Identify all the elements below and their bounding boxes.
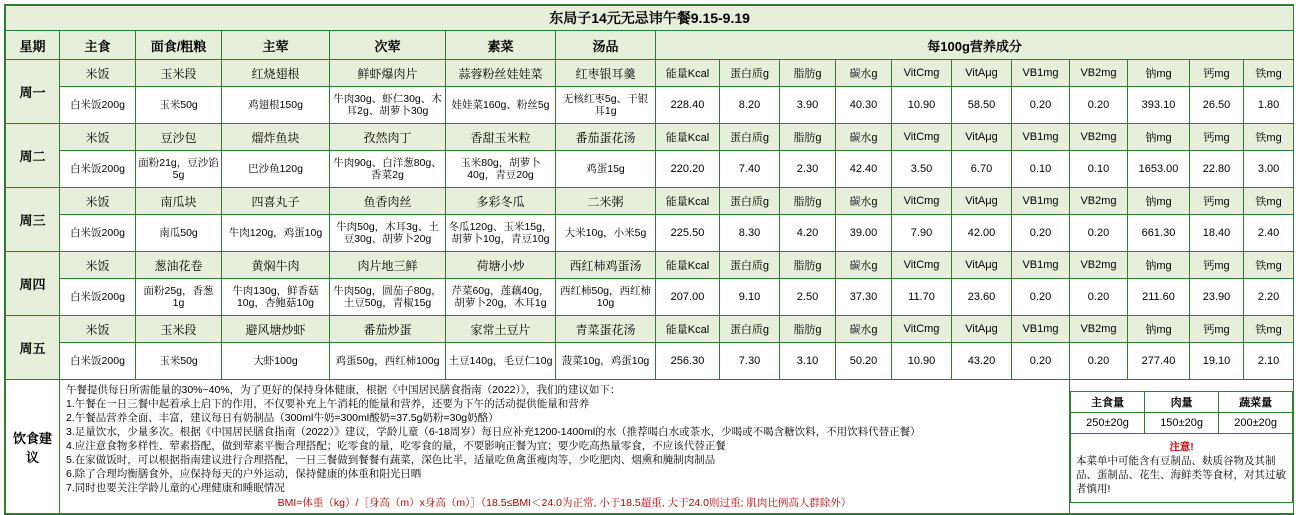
nutrition-value: 256.30	[656, 343, 720, 380]
nutrition-value: 2.40	[1244, 215, 1294, 252]
nutrition-value: 0.20	[1012, 87, 1070, 124]
nutrition-value: 40.30	[836, 87, 892, 124]
ingredients: 娃娃菜160g、粉丝5g	[446, 87, 556, 124]
nutrition-value: 393.10	[1128, 87, 1190, 124]
dish-name: 熘炸鱼块	[222, 124, 330, 151]
ingredients: 牛肉90g、白洋葱80g、香菜2g	[330, 151, 446, 188]
nutrition-value: 8.20	[720, 87, 780, 124]
nutrition-label: VitCmg	[892, 252, 952, 279]
day-name: 周三	[6, 188, 60, 252]
nutrition-value: 6.70	[952, 151, 1012, 188]
nutrition-value: 207.00	[656, 279, 720, 316]
nutrition-value: 277.40	[1128, 343, 1190, 380]
nutrition-value: 0.20	[1070, 279, 1128, 316]
header-weekday: 星期	[6, 31, 60, 60]
nutrition-value: 19.10	[1190, 343, 1244, 380]
header-main-dish: 主荤	[222, 31, 330, 60]
dish-name: 米饭	[60, 316, 136, 343]
ingredients: 西红柿50g，西红柿10g	[556, 279, 656, 316]
nutrition-label: VB2mg	[1070, 316, 1128, 343]
nutrition-label: 铁mg	[1244, 60, 1294, 87]
ingredients: 白米饭200g	[60, 87, 136, 124]
nutrition-value: 39.00	[836, 215, 892, 252]
dish-name: 米饭	[60, 124, 136, 151]
nutrition-label: VitAμg	[952, 60, 1012, 87]
nutrition-label: 钠mg	[1128, 252, 1190, 279]
menu-table	[5, 5, 1294, 514]
amount-value: 250±20g	[1071, 412, 1145, 433]
dish-name: 红烧翅根	[222, 60, 330, 87]
nutrition-label: 能量Kcal	[656, 60, 720, 87]
header-noodle: 面食/粗粮	[136, 31, 222, 60]
nutrition-label: VB2mg	[1070, 124, 1128, 151]
ingredients: 牛肉130g，鲜香菇10g，杏鲍菇10g	[222, 279, 330, 316]
nutrition-label: 钠mg	[1128, 60, 1190, 87]
table-row	[6, 252, 1294, 279]
table-row	[6, 188, 1294, 215]
nutrition-label: 脂肪g	[780, 188, 836, 215]
ingredients: 牛肉30g、虾仁30g、木耳2g、胡萝卜30g	[330, 87, 446, 124]
day-name: 周一	[6, 60, 60, 124]
nutrition-value: 2.10	[1244, 343, 1294, 380]
nutrition-value: 42.00	[952, 215, 1012, 252]
table-row	[6, 87, 1294, 124]
advice-label: 饮食建议	[6, 380, 60, 514]
nutrition-value: 0.10	[1070, 151, 1128, 188]
ingredients: 菠菜10g，鸡蛋10g	[556, 343, 656, 380]
advice-body	[60, 380, 1070, 514]
ingredients: 南瓜50g	[136, 215, 222, 252]
table-row	[6, 279, 1294, 316]
nutrition-value: 37.30	[836, 279, 892, 316]
ingredients: 玉米50g	[136, 87, 222, 124]
dish-name: 四喜丸子	[222, 188, 330, 215]
ingredients: 土豆140g，毛豆仁10g	[446, 343, 556, 380]
dish-name: 玉米段	[136, 60, 222, 87]
dish-name: 葱油花卷	[136, 252, 222, 279]
amount-value: 150±20g	[1145, 412, 1219, 433]
nutrition-value: 2.30	[780, 151, 836, 188]
amount-header: 蔬菜量	[1219, 391, 1293, 412]
nutrition-label: VB1mg	[1012, 188, 1070, 215]
nutrition-label: 脂肪g	[780, 316, 836, 343]
header-veg: 素菜	[446, 31, 556, 60]
header-row	[6, 31, 1294, 60]
nutrition-label: 脂肪g	[780, 60, 836, 87]
dish-name: 番茄蛋花汤	[556, 124, 656, 151]
dish-name: 香甜玉米粒	[446, 124, 556, 151]
dish-name: 玉米段	[136, 316, 222, 343]
nutrition-value: 23.90	[1190, 279, 1244, 316]
ingredients: 白米饭200g	[60, 215, 136, 252]
ingredients: 牛肉120g，鸡蛋10g	[222, 215, 330, 252]
dish-name: 鱼香肉丝	[330, 188, 446, 215]
nutrition-value: 2.20	[1244, 279, 1294, 316]
nutrition-value: 661.30	[1128, 215, 1190, 252]
nutrition-value: 11.70	[892, 279, 952, 316]
ingredients: 大米10g，小米5g	[556, 215, 656, 252]
nutrition-value: 10.90	[892, 87, 952, 124]
table-row	[6, 151, 1294, 188]
dish-name: 红枣银耳羹	[556, 60, 656, 87]
header-nutrition-group: 每100g营养成分	[656, 31, 1294, 60]
title-row	[6, 6, 1294, 31]
nutrition-value: 3.50	[892, 151, 952, 188]
ingredients: 白米饭200g	[60, 279, 136, 316]
menu-sheet	[4, 4, 1294, 515]
nutrition-label: 能量Kcal	[656, 124, 720, 151]
nutrition-value: 228.40	[656, 87, 720, 124]
nutrition-label: VB2mg	[1070, 252, 1128, 279]
nutrition-value: 9.10	[720, 279, 780, 316]
amounts-value-row	[1071, 412, 1293, 433]
nutrition-value: 0.20	[1070, 87, 1128, 124]
ingredients: 芹菜60g，莲藕40g，胡萝卜20g，木耳1g	[446, 279, 556, 316]
nutrition-label: 蛋白质g	[720, 252, 780, 279]
nutrition-label: 蛋白质g	[720, 316, 780, 343]
amounts-and-notice	[1070, 380, 1294, 514]
dish-name: 番茄炒蛋	[330, 316, 446, 343]
dish-name: 米饭	[60, 252, 136, 279]
notice-cell	[1071, 433, 1293, 502]
nutrition-value: 3.10	[780, 343, 836, 380]
nutrition-label: 能量Kcal	[656, 188, 720, 215]
nutrition-value: 0.20	[1070, 343, 1128, 380]
table-row	[6, 60, 1294, 87]
advice-row	[6, 380, 1294, 514]
ingredients: 鸡翅根150g	[222, 87, 330, 124]
nutrition-label: 脂肪g	[780, 124, 836, 151]
header-soup: 汤品	[556, 31, 656, 60]
ingredients: 牛肉50g，木耳3g、土豆30g、胡萝卜20g	[330, 215, 446, 252]
nutrition-label: 钙mg	[1190, 316, 1244, 343]
advice-line: 1.午餐在一日三餐中起着承上启下的作用，不仅要补充上午消耗的能量和营养，还要为下午的活动提供能量和营养	[66, 398, 590, 410]
nutrition-value: 42.40	[836, 151, 892, 188]
nutrition-label: 碳水g	[836, 188, 892, 215]
nutrition-value: 8.30	[720, 215, 780, 252]
notice-text: 本菜单中可能含有豆制品、麸质谷物及其制品、蛋制品、花生、海鲜类等食材，对其过敏者慎用!	[1076, 454, 1286, 495]
ingredients: 牛肉50g，圆茄子80g，土豆50g，青椒15g	[330, 279, 446, 316]
nutrition-value: 0.10	[1012, 151, 1070, 188]
nutrition-value: 23.60	[952, 279, 1012, 316]
nutrition-label: VitAμg	[952, 124, 1012, 151]
nutrition-label: VB1mg	[1012, 60, 1070, 87]
ingredients: 无核红枣5g、干银耳1g	[556, 87, 656, 124]
dish-name: 二米粥	[556, 188, 656, 215]
dish-name: 避风塘炒虾	[222, 316, 330, 343]
ingredients: 玉米80g，胡萝卜40g，青豆20g	[446, 151, 556, 188]
day-name: 周四	[6, 252, 60, 316]
ingredients: 鸡蛋50g，西红柿100g	[330, 343, 446, 380]
nutrition-label: VB2mg	[1070, 60, 1128, 87]
nutrition-label: VB1mg	[1012, 252, 1070, 279]
nutrition-label: VitCmg	[892, 188, 952, 215]
nutrition-label: 碳水g	[836, 316, 892, 343]
dish-name: 鲜虾爆肉片	[330, 60, 446, 87]
dish-name: 南瓜块	[136, 188, 222, 215]
bmi-formula: BMI=体重（kg）/［身高（m）x身高（m）］（18.5≤BMI＜24.0为正常, 小于18.5超重, 大于24.0则过重; 肌肉比例高人群除外）	[277, 497, 852, 509]
nutrition-label: 蛋白质g	[720, 188, 780, 215]
nutrition-label: VB1mg	[1012, 124, 1070, 151]
header-staple: 主食	[60, 31, 136, 60]
table-row	[6, 316, 1294, 343]
dish-name: 蒜蓉粉丝娃娃菜	[446, 60, 556, 87]
nutrition-label: VitAμg	[952, 188, 1012, 215]
dish-name: 西红柿鸡蛋汤	[556, 252, 656, 279]
dish-name: 豆沙包	[136, 124, 222, 151]
advice-intro: 午餐提供每日所需能量的30%~40%，为了更好的保持身体健康，根据《中国居民膳食指南（2022）》，我们的建议如下：	[66, 384, 621, 396]
table-row	[6, 124, 1294, 151]
nutrition-label: VB2mg	[1070, 188, 1128, 215]
page-title: 东局子14元无忌讳午餐9.15-9.19	[6, 6, 1294, 31]
nutrition-label: 铁mg	[1244, 252, 1294, 279]
amounts-header-row	[1071, 391, 1293, 412]
nutrition-label: 碳水g	[836, 124, 892, 151]
nutrition-value: 22.80	[1190, 151, 1244, 188]
nutrition-label: 能量Kcal	[656, 316, 720, 343]
nutrition-value: 4.20	[780, 215, 836, 252]
dish-name: 青菜蛋花汤	[556, 316, 656, 343]
nutrition-value: 58.50	[952, 87, 1012, 124]
nutrition-value: 220.20	[656, 151, 720, 188]
nutrition-label: 钠mg	[1128, 188, 1190, 215]
nutrition-label: VB1mg	[1012, 316, 1070, 343]
nutrition-value: 3.90	[780, 87, 836, 124]
ingredients: 冬瓜120g、玉米15g，胡萝卜10g，青豆10g	[446, 215, 556, 252]
nutrition-label: 碳水g	[836, 252, 892, 279]
nutrition-label: 脂肪g	[780, 252, 836, 279]
day-name: 周二	[6, 124, 60, 188]
nutrition-value: 3.00	[1244, 151, 1294, 188]
nutrition-label: 铁mg	[1244, 188, 1294, 215]
nutrition-label: 钙mg	[1190, 60, 1244, 87]
nutrition-label: 能量Kcal	[656, 252, 720, 279]
dish-name: 米饭	[60, 60, 136, 87]
nutrition-value: 7.90	[892, 215, 952, 252]
ingredients: 大虾100g	[222, 343, 330, 380]
advice-line: 2.午餐品营养全面、丰富，建议每日有奶制品（300ml牛奶=300ml酸奶=37.5g奶粉=30g奶酪）	[66, 412, 499, 424]
advice-line: 3.足量饮水，少量多次。根据《中国居民膳食指南（2022）》建议，学龄儿童（6-18周岁）每日应补充1200-1400ml的水（推荐喝白水或茶水，少喝或不喝含糖饮料，不用饮料代替正餐）	[66, 426, 921, 438]
table-row	[6, 215, 1294, 252]
nutrition-label: VitCmg	[892, 124, 952, 151]
nutrition-label: 钙mg	[1190, 124, 1244, 151]
nutrition-label: 铁mg	[1244, 316, 1294, 343]
dish-name: 荷塘小炒	[446, 252, 556, 279]
nutrition-label: VitAμg	[952, 316, 1012, 343]
amount-header: 肉量	[1145, 391, 1219, 412]
ingredients: 玉米50g	[136, 343, 222, 380]
notice-row	[1071, 433, 1293, 502]
ingredients: 白米饭200g	[60, 151, 136, 188]
notice-title: 注意!	[1169, 440, 1194, 453]
nutrition-value: 2.50	[780, 279, 836, 316]
nutrition-label: 钠mg	[1128, 124, 1190, 151]
ingredients: 面粉21g，豆沙馅5g	[136, 151, 222, 188]
nutrition-value: 50.20	[836, 343, 892, 380]
dish-name: 米饭	[60, 188, 136, 215]
nutrition-label: 蛋白质g	[720, 60, 780, 87]
nutrition-label: 碳水g	[836, 60, 892, 87]
table-row	[6, 343, 1294, 380]
nutrition-label: 钙mg	[1190, 188, 1244, 215]
advice-line: 6.除了合理均衡膳食外，应保持每天的户外运动，保持健康的体重和阳光日晒	[66, 468, 422, 480]
dish-name: 多彩冬瓜	[446, 188, 556, 215]
nutrition-label: 钙mg	[1190, 252, 1244, 279]
nutrition-value: 0.20	[1012, 279, 1070, 316]
nutrition-value: 1.80	[1244, 87, 1294, 124]
nutrition-label: 蛋白质g	[720, 124, 780, 151]
nutrition-label: VitAμg	[952, 252, 1012, 279]
nutrition-value: 7.30	[720, 343, 780, 380]
ingredients: 鸡蛋15g	[556, 151, 656, 188]
ingredients: 巴沙鱼120g	[222, 151, 330, 188]
amount-value: 200±20g	[1219, 412, 1293, 433]
nutrition-value: 1653.00	[1128, 151, 1190, 188]
nutrition-value: 26.50	[1190, 87, 1244, 124]
dish-name: 家常土豆片	[446, 316, 556, 343]
nutrition-value: 7.40	[720, 151, 780, 188]
nutrition-label: VitCmg	[892, 316, 952, 343]
nutrition-value: 0.20	[1012, 343, 1070, 380]
nutrition-value: 43.20	[952, 343, 1012, 380]
day-name: 周五	[6, 316, 60, 380]
dish-name: 孜然肉丁	[330, 124, 446, 151]
nutrition-label: 铁mg	[1244, 124, 1294, 151]
amount-header: 主食量	[1071, 391, 1145, 412]
nutrition-value: 0.20	[1012, 215, 1070, 252]
dish-name: 肉片地三鲜	[330, 252, 446, 279]
nutrition-value: 18.40	[1190, 215, 1244, 252]
nutrition-value: 0.20	[1070, 215, 1128, 252]
dish-name: 黄焖牛肉	[222, 252, 330, 279]
advice-line: 7.同时也要关注学龄儿童的心理健康和睡眠情况	[66, 482, 285, 494]
nutrition-label: VitCmg	[892, 60, 952, 87]
nutrition-value: 211.60	[1128, 279, 1190, 316]
nutrition-value: 225.50	[656, 215, 720, 252]
ingredients: 面粉25g，香葱1g	[136, 279, 222, 316]
advice-line: 5.在家做饭时，可以根据指南建议进行合理搭配，一日三餐做到餐餐有蔬菜，深色比半，适量吃鱼禽蛋瘦肉等，少吃肥肉、烟熏和腌制肉制品	[66, 454, 716, 466]
ingredients: 白米饭200g	[60, 343, 136, 380]
header-second-dish: 次荤	[330, 31, 446, 60]
nutrition-value: 10.90	[892, 343, 952, 380]
advice-line: 4.应注意食物多样性、荤素搭配，做到荤素平衡合理搭配；吃零食的量，吃零食的量，不要影响正餐为宜；要少吃高热量零食，不应该代替正餐	[66, 440, 726, 452]
nutrition-label: 钠mg	[1128, 316, 1190, 343]
